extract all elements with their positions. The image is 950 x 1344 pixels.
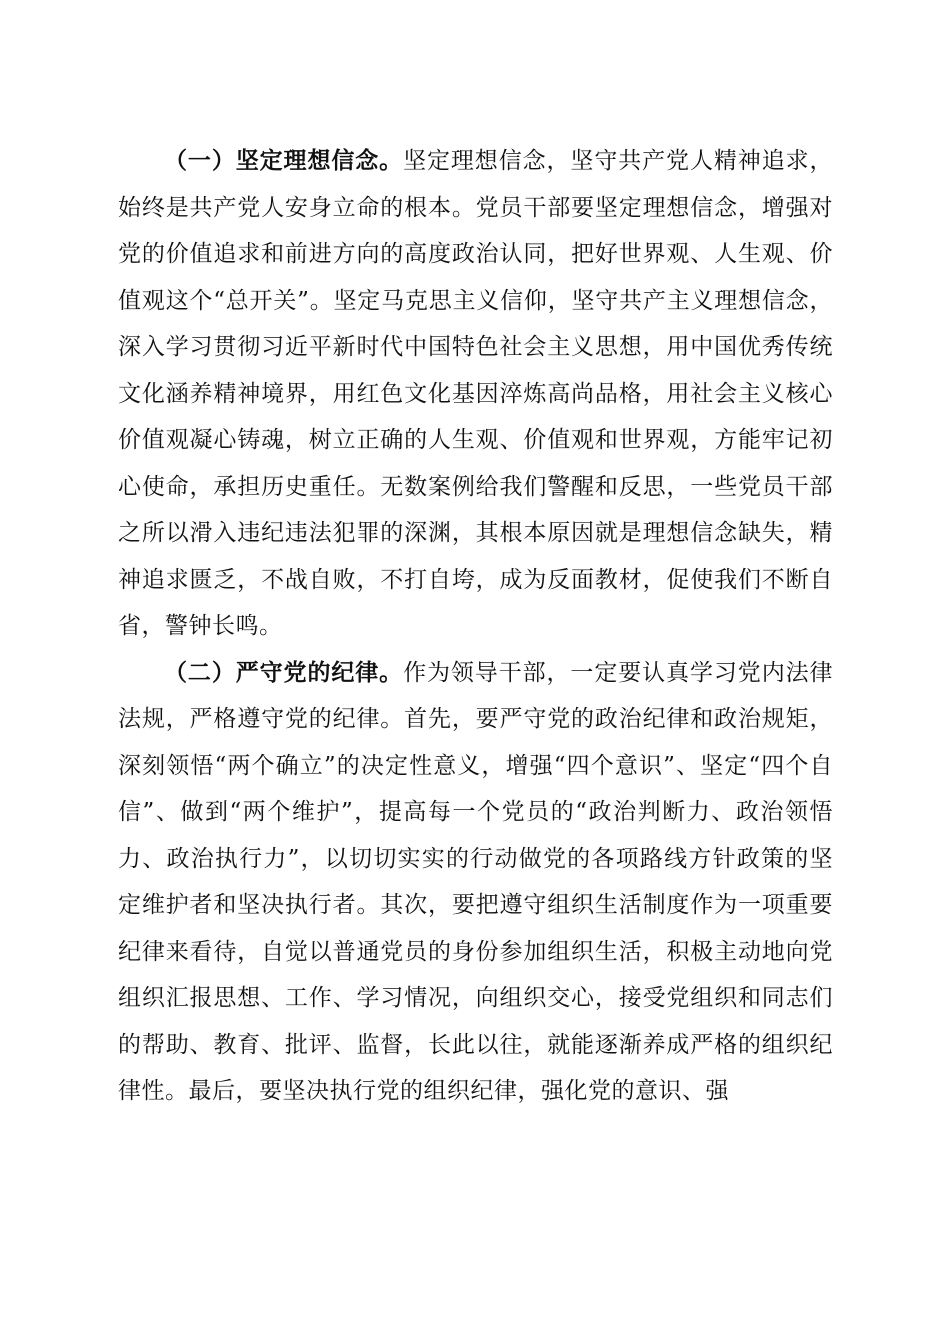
section-text-discipline: 作为领导干部，一定要认真学习党内法律法规，严格遵守党的纪律。首先，要严守党的政治纪律和政治规矩，深刻领悟“两个确立”的决定性意义，增强“四个意识”、坚定“四个自信”、做到“两个维护”，提高每一个党员的“政治判断力、政治领悟力、政治执行力”，以切切实实的行动做党的各项路线方针政策的坚定维护者和坚决执行者。其次，要把遵守组织生活制度作为一项重要纪律来看待，自觉以普通党员的身份参加组织生活，积极主动地向党组织汇报思想、工作、学习情况，向组织交心，接受党组织和同志们的帮助、教育、批评、监督，长此以往，就能逐渐养成严格的组织纪律性。最后，要坚决执行党的组织纪律，强化党的意识、强 [118,659,834,1104]
paragraph-discipline [118,650,833,1115]
section-heading-ideals: （一）坚定理想信念。 [164,148,404,174]
section-heading-discipline: （二）严守党的纪律。 [164,659,404,686]
document-body [118,138,833,1115]
section-text-ideals: 坚定理想信念，坚守共产党人精神追求，始终是共产党人安身立命的根本。党员干部要坚定理想信念，增强对党的价值追求和前进方向的高度政治认同，把好世界观、人生观、价值观这个“总开关”。坚定马克思主义信仰，坚守共产主义理想信念，深入学习贯彻习近平新时代中国特色社会主义思想，用中国优秀传统文化涵养精神境界，用红色文化基因淬炼高尚品格，用社会主义核心价值观凝心铸魂，树立正确的人生观、价值观和世界观，方能牢记初心使命，承担历史重任。无数案例给我们警醒和反思，一些党员干部之所以滑入违纪违法犯罪的深渊，其根本原因就是理想信念缺失，精神追求匮乏，不战自败，不打自垮，成为反面教材，促使我们不断自省，警钟长鸣。 [118,148,834,639]
paragraph-ideals [118,138,833,650]
